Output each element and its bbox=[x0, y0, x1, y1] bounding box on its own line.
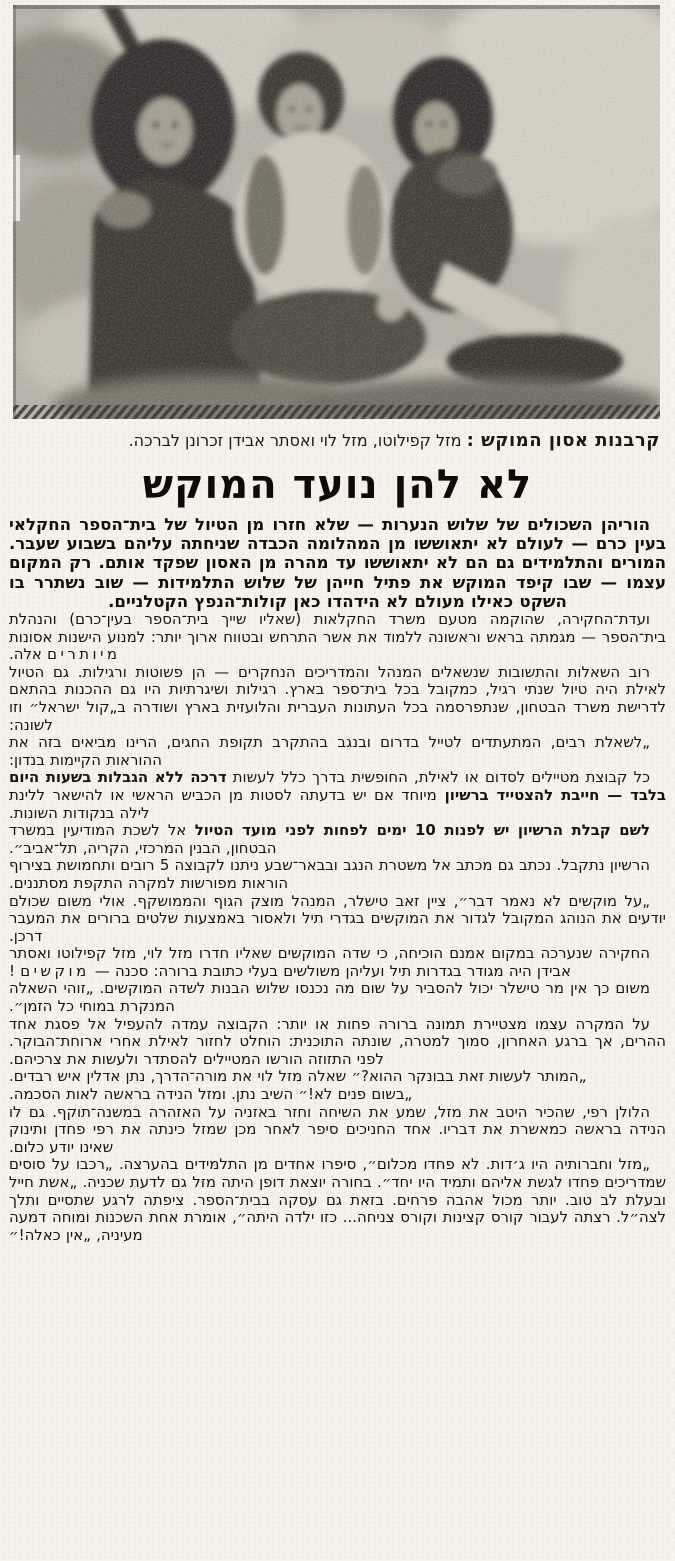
paragraph: „המותר לעשות זאת בבונקר ההוא?״ שאלה מזל לוי את מורה־הדרך, נתן אדלין איש רבדים. bbox=[9, 1067, 587, 1086]
paragraph bbox=[9, 822, 666, 857]
paragraph: הלולן רפי, שהכיר היטב את מזל, שמע את השיחה וחזר באזניה על האזהרה במשנה־תוקף. גם לו הנידה בראשה כמאשרת את דבריו. אחד החניכים סיפר לאחר מכן שמזל כינתה את רפי פחדן ותינוק שאינו יודע כלום. bbox=[9, 1102, 666, 1156]
paragraph: רוב השאלות והתשובות שנשאלים המנהל והמדריכים הנחקרים — הן פשוטות ורגילות. גם הטיול לאילת היה טיול שנתי רגיל, כמקובל בכל בית־ספר בארץ. רגילות ושיגרתיות היו גם ההכנות בהתאם לדרישת משרד הבטחון, שנתפרסמה בכל העתונות העברית והלועזית בארץ ושודרה ב„קול ישראל״ וזו לשונה: bbox=[9, 662, 666, 734]
paragraph: „מזל וחברותיה היו ג׳דות. לא פחדו מכלום״, סיפרו אחדים מן התלמידים בהערצה. „רכבו על סוסים שמדריכים פחדו לגשת אליהם ותמיד היו יחד״. בחורה יוצאת דופן היתה מזל גם לדעת שכניה. „אשת חייל ובעלת לב טוב. יותר מכול אהבה פרחים. בזאת גם עסקה בבית־הספר. ציפתה לרגע שתסיים ותלך לצה״ל. רצתה לעבור קורס קצינות וקורס צניחה... כזו ילדה היתה״, אומרת אחת השכנות ומוחה דמעה מעיניה, „אין כאלה!״ bbox=[9, 1155, 666, 1244]
paragraph bbox=[9, 769, 666, 822]
news-photo bbox=[13, 5, 660, 419]
bold-regulation-text: לשם קבלת הרשיון יש לפנות 10 ימים לפחות לפני מועד הטיול bbox=[186, 821, 650, 840]
paragraph-text: ! bbox=[9, 961, 21, 980]
paragraph bbox=[9, 611, 666, 664]
paragraph bbox=[9, 945, 666, 980]
paragraph: „על מוקשים לא נאמר דבר״, ציין זאב טישלר, המנהל מוצק הגוף והממושקף. אולי משום שכולם יודעים את הנוהג המקובל לגדור את המוקשים בגדרי תיל ולאסור באמצעות שלטים ברורים את המעבר דרכן. bbox=[9, 891, 666, 945]
paragraph: „לשאלת רבים, המתעתדים לטייל בדרום ובנגב בהתקרב תקופת החגים, הרינו מביאים בזה את ההוראות הקיימות בנדון: bbox=[9, 733, 650, 769]
paragraph-text: אל לשכת המודיעין במשרד הבטחון, הבנין המרכזי, הקריה, תל־אביב״. bbox=[9, 821, 277, 857]
paragraph-text: החקירה שנערכה במקום אמנם הוכיחה, כי שדה המוקשים שאליו חדרו מזל לוי, מזל קפילוטו ואסתר אבידן היה מגודר בגדרות תיל ועליהן משולשים בעלי כתובת ברורה: סכנה — bbox=[9, 944, 650, 980]
lead-paragraph: הוריהן השכולים של שלוש הנערות — שלא חזרו מן הטיול של בית־הספר החקלאי בעין כרם — לעולם לא יתאוששו מן המהלומה הכבדה שניחתה עליהם בשבוע שעבר. המורים והתלמידים גם הם לא יתאוששו עד מהרה מן האסון שפקד אותם. רק המקום עצמו — שבו קיפד המוקש את פתיל חייהן של שלוש התלמידות — שוב נשתרר בו השקט כאילו מעולם לא הידהדו כאן קולות־הנפץ הקטלניים. bbox=[9, 515, 666, 611]
paragraph-text: אלה. bbox=[9, 645, 48, 664]
paragraph: „בשום פנים לא!״ השיב נתן. ומזל הנידה בראשה לאות הסכמה. bbox=[9, 1085, 413, 1104]
paragraph: הרשיון נתקבל. נכתב גם מכתב אל משטרת הנגב ובבאר־שבע ניתנו לקבוצה 5 רובים ותחמושת בצירוף הוראות מפורשות למקרה התקפת מסתננים. bbox=[9, 856, 650, 892]
bold-regulation-text: דרכה ללא הגבלות בשעות היום בלבד — חייבת להצטייד ברשיון bbox=[9, 768, 667, 804]
article-body bbox=[0, 511, 675, 1244]
article-headline: לא להן נועד המוקש bbox=[142, 462, 533, 508]
photo-caption-lead: קרבנות אסון המוקש : bbox=[466, 430, 660, 451]
photo-caption bbox=[0, 419, 675, 451]
emphasized-spaced-word: מיותרים bbox=[47, 645, 121, 664]
paragraph: על המקרה עצמו מצטיירת תמונה ברורה פחות או יותר: הקבוצה עמדה להעפיל אל פסגת אחד ההרים, אך ברגע האחרון, סמוך למטרה, שונתה התוכנית: הוחלט לחזור לאילת אחרי ארוחת־הבוקר. לפני התזוזה הורשו המטיילים להסתדר ולעשות את צרכיהם. bbox=[9, 1014, 666, 1068]
emphasized-spaced-word: מוקשים bbox=[20, 961, 90, 980]
photo-caption-text: מזל קפילוטו, מזל לוי ואסתר אבידן זכרונן לברכה. bbox=[128, 431, 467, 450]
paragraph-text: ועדת־החקירה, שהוקמה מטעם משרד החקלאות (שאליו שייך בית־הספר בעין־כרם) והנהלת בית־הספר — מגמתה בראש וראשונה ללמוד את אשר התרחש ובטווח ארוך יותר: למנוע הישנות אסונות bbox=[9, 610, 666, 646]
news-photo-illustration bbox=[13, 5, 660, 419]
paragraph-text: כל קבוצת מטיילים לסדום או לאילת, החופשית בדרך כלל לעשות bbox=[226, 768, 650, 787]
paragraph: משום כך אין מר טישלר יכול להסביר על שום מה נכנסו שלוש הבנות לשדה המוקשים. „זוהי השאלה המנקרת במוחי כל הזמן״. bbox=[9, 979, 650, 1016]
paragraph-text: מיוחד אם יש בדעתה לסטות מן הכביש הראשי או להישאר ללינת לילה בנקודות השונות. bbox=[9, 785, 437, 822]
